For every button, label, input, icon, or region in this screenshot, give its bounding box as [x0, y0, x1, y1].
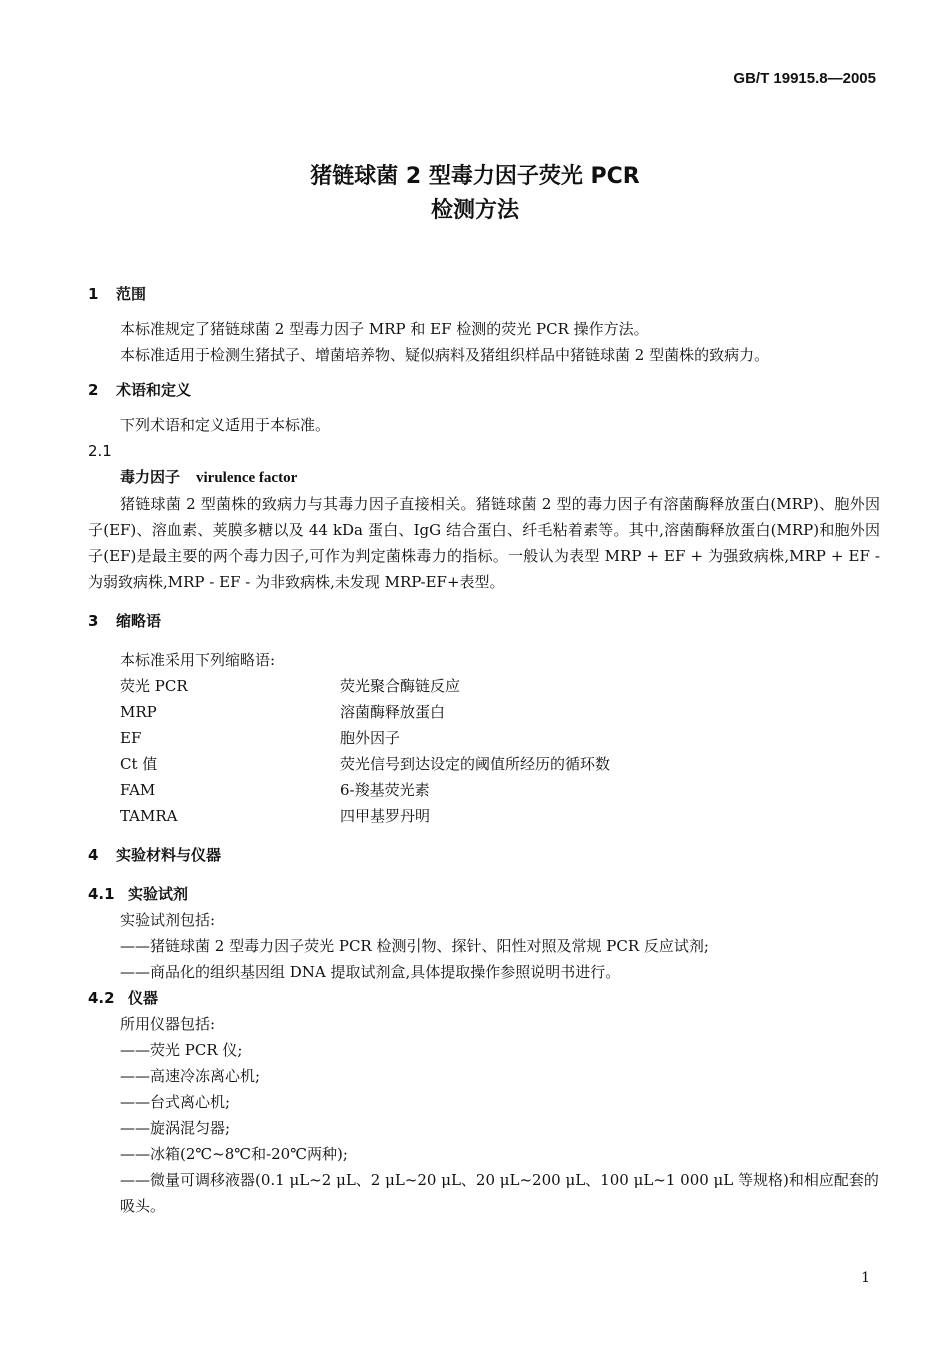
term-chinese: 毒力因子	[120, 468, 181, 486]
list-item: ——荧光 PCR 仪;	[120, 1041, 243, 1059]
abbreviation-meaning: 四甲基罗丹明	[340, 807, 431, 825]
list-item: ——猪链球菌 2 型毒力因子荧光 PCR 检测引物、探针、阳性对照及常规 PCR 反应试剂;	[120, 937, 709, 955]
abbreviation-row	[88, 751, 880, 777]
abbreviation-row	[88, 699, 880, 725]
list-item: ——旋涡混匀器;	[120, 1119, 231, 1137]
section-number: 2	[88, 381, 99, 399]
list-item: ——高速冷冻离心机;	[120, 1067, 261, 1085]
abbreviation-meaning: 胞外因子	[340, 729, 401, 747]
abbreviation-row	[88, 803, 880, 829]
title-line-2: 检测方法	[430, 198, 519, 223]
subsection-4-1-heading	[88, 881, 880, 907]
abbreviation: TAMRA	[120, 807, 178, 825]
paragraph: 下列术语和定义适用于本标准。	[120, 416, 331, 434]
subsection-4-2-heading	[88, 985, 880, 1011]
abbreviation-row	[88, 777, 880, 803]
list-item: ——台式离心机;	[120, 1093, 231, 1111]
abbreviation: EF	[120, 729, 142, 747]
abbreviation-meaning: 溶菌酶释放蛋白	[340, 703, 446, 721]
abbreviation: Ct 值	[120, 755, 158, 773]
abbreviation-row	[88, 673, 880, 699]
document-title	[0, 160, 950, 228]
section-number: 1	[88, 285, 99, 303]
abbreviation: FAM	[120, 781, 156, 799]
term-entry	[88, 464, 880, 491]
abbreviation: MRP	[120, 703, 157, 721]
term-english: virulence factor	[196, 470, 298, 486]
paragraph: 本标准适用于检测生猪拭子、增菌培养物、疑似病料及猪组织样品中猪链球菌 2 型菌株的致病力。	[120, 346, 770, 364]
section-4-heading	[88, 843, 880, 867]
list-item: ——商品化的组织基因组 DNA 提取试剂盒,具体提取操作参照说明书进行。	[120, 963, 621, 981]
section-number: 3	[88, 612, 99, 630]
page-number: 1	[861, 1270, 870, 1286]
section-title: 术语和定义	[116, 381, 192, 399]
term-definition: 猪链球菌 2 型菌株的致病力与其毒力因子直接相关。猪链球菌 2 型的毒力因子有溶菌酶释放蛋白(MRP)、胞外因子(EF)、溶血素、荚膜多糖以及 44 kDa 蛋白、IgG 结合蛋白、纤毛粘着素等。其中,溶菌酶释放蛋白(MRP)和胞外因子(EF)是最主要的两个毒力因子,可作为判定菌株毒力的指标。一般认为表型 MRP + EF + 为强致病株,MRP + EF - 为弱致病株,MRP - EF - 为非致病株,未发现 MRP-EF+表型。	[88, 495, 880, 591]
subsection-number: 4.2	[88, 989, 115, 1007]
section-title: 缩略语	[116, 612, 162, 630]
subsection-title: 实验试剂	[128, 885, 189, 903]
abbreviation-meaning: 6-羧基荧光素	[340, 781, 430, 799]
abbreviation-meaning: 荧光信号到达设定的阈值所经历的循环数	[340, 755, 611, 773]
subsection-number: 4.1	[88, 885, 115, 903]
abbreviation-row	[88, 725, 880, 751]
subsection-number: 2.1	[88, 442, 112, 460]
document-body	[88, 282, 880, 1219]
abbreviation: 荧光 PCR	[120, 677, 188, 695]
section-title: 范围	[116, 285, 147, 303]
paragraph: 本标准采用下列缩略语:	[120, 651, 276, 669]
list-item: ——冰箱(2℃~8℃和-20℃两种);	[120, 1145, 348, 1163]
standard-code: GB/T 19915.8—2005	[733, 70, 876, 87]
list-item: ——微量可调移液器(0.1 μL~2 μL、2 μL~20 μL、20 μL~200 μL、100 μL~1 000 μL 等规格)和相应配套的吸头。	[120, 1171, 879, 1215]
abbreviation-meaning: 荧光聚合酶链反应	[340, 677, 461, 695]
section-number: 4	[88, 846, 99, 864]
paragraph: 本标准规定了猪链球菌 2 型毒力因子 MRP 和 EF 检测的荧光 PCR 操作方法。	[120, 320, 649, 338]
section-2-heading	[88, 378, 880, 402]
subsection-title: 仪器	[128, 989, 159, 1007]
section-title: 实验材料与仪器	[116, 846, 222, 864]
paragraph: 所用仪器包括:	[120, 1015, 216, 1033]
section-3-heading	[88, 609, 880, 633]
section-1-heading	[88, 282, 880, 306]
title-line-1: 猪链球菌 2 型毒力因子荧光 PCR	[310, 164, 640, 189]
paragraph: 实验试剂包括:	[120, 911, 216, 929]
